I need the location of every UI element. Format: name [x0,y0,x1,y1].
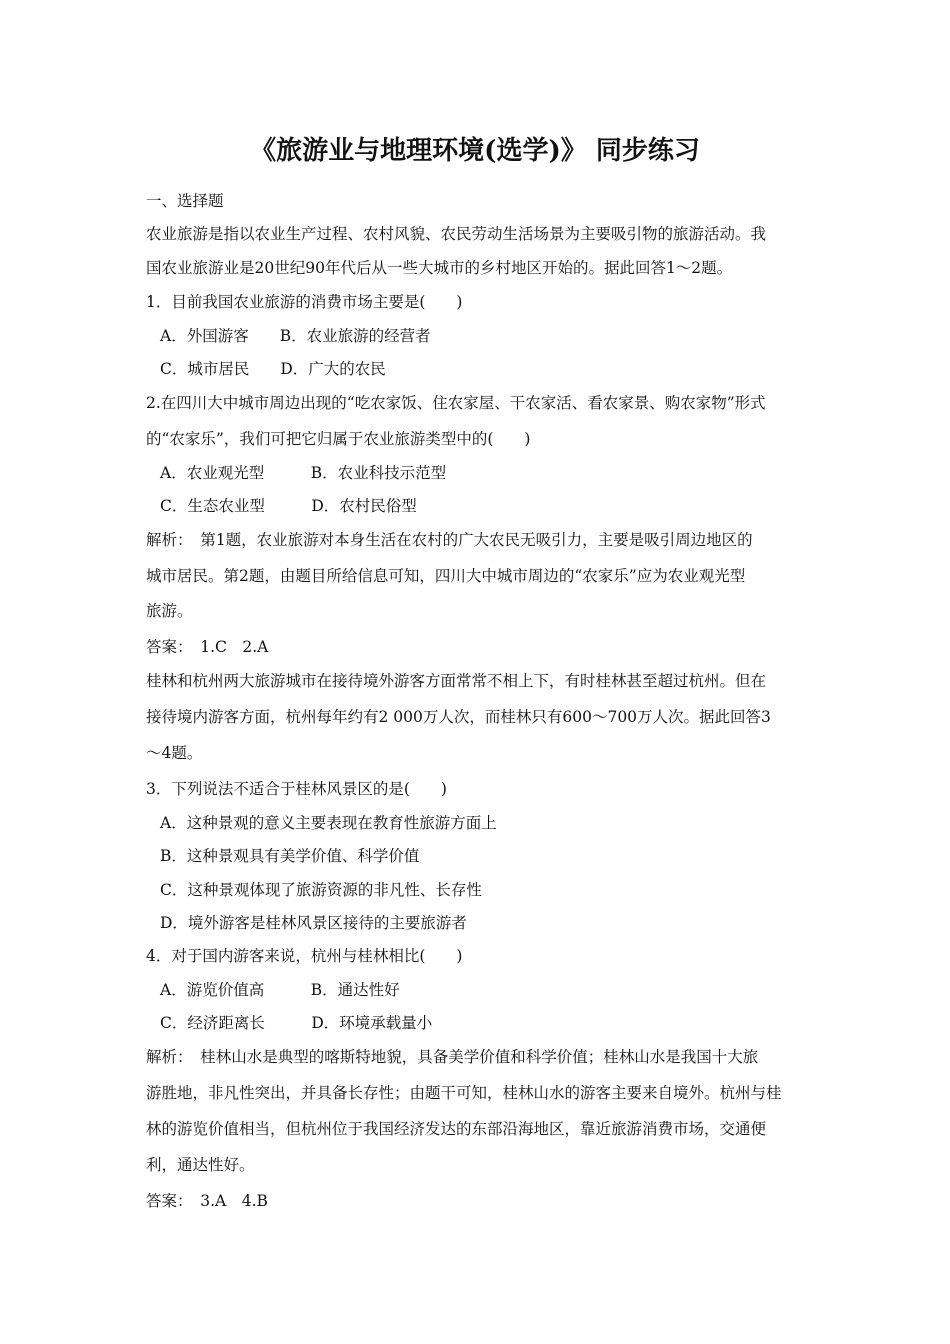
q2-stem-line1: 2.在四川大中城市周边出现的“吃农家饭、住农家屋、干农家活、看农家景、购农家物”形式 [146,394,766,412]
document-title: 《旅游业与地理环境(选学)》 同步练习 [250,136,700,166]
q4-options-ab: A．游览价值高 B．通达性好 [160,981,400,999]
passage1-line2: 国农业旅游业是20世纪90年代后从一些大城市的乡村地区开始的。据此回答1～2题。 [146,259,733,277]
q3-option-a: A．这种景观的意义主要表现在教育性旅游方面上 [160,814,497,832]
analysis1-line1: 解析： 第1题，农业旅游对本身生活在农村的广大农民无吸引力，主要是吸引周边地区的 [146,531,753,549]
q3-option-d: D．境外游客是桂林风景区接待的主要旅游者 [160,914,467,932]
analysis2-line4: 利，通达性好。 [146,1156,255,1174]
answer2: 答案： 3.A 4.B [146,1192,268,1210]
section-heading: 一、选择题 [146,192,224,210]
q1-options-ab: A．外国游客 B．农业旅游的经营者 [160,327,431,345]
q3-stem: 3．下列说法不适合于桂林风景区的是( ) [146,780,447,798]
analysis2-line3: 林的游览价值相当，但杭州位于我国经济发达的东部沿海地区，靠近旅游消费市场，交通便 [146,1120,767,1138]
q3-option-b: B．这种景观具有美学价值、科学价值 [160,847,420,865]
q2-stem-line2: 的“农家乐”，我们可把它归属于农业旅游类型中的( ) [146,430,531,448]
analysis2-line1: 解析： 桂林山水是典型的喀斯特地貌，具备美学价值和科学价值；桂林山水是我国十大旅 [146,1048,759,1066]
passage1-line1: 农业旅游是指以农业生产过程、农村风貌、农民劳动生活场景为主要吸引物的旅游活动。我 [146,225,767,243]
passage2-line2: 接待境内游客方面，杭州每年约有2 000万人次，而桂林只有600～700万人次。据此回答3 [146,708,771,726]
q4-options-cd: C．经济距离长 D．环境承载量小 [160,1014,433,1032]
answer1: 答案： 1.C 2.A [146,638,269,656]
q4-stem: 4．对于国内游客来说，杭州与桂林相比( ) [146,947,463,965]
analysis1-line3: 旅游。 [146,602,193,620]
passage2-line1: 桂林和杭州两大旅游城市在接待境外游客方面常常不相上下，有时桂林甚至超过杭州。但在 [146,672,767,690]
q1-stem: 1．目前我国农业旅游的消费市场主要是( ) [146,293,463,311]
q1-options-cd: C．城市居民 D．广大的农民 [160,360,386,378]
q2-options-cd: C．生态农业型 D．农村民俗型 [160,497,417,515]
passage2-line3: ～4题。 [146,744,203,762]
analysis2-line2: 游胜地，非凡性突出，并具备长存性；由题干可知，桂林山水的游客主要来自境外。杭州与桂 [146,1084,782,1102]
q2-options-ab: A．农业观光型 B．农业科技示范型 [160,464,447,482]
q3-option-c: C．这种景观体现了旅游资源的非凡性、长存性 [160,881,482,899]
analysis1-line2: 城市居民。第2题，由题目所给信息可知，四川大中城市周边的“农家乐”应为农业观光型 [146,567,746,585]
